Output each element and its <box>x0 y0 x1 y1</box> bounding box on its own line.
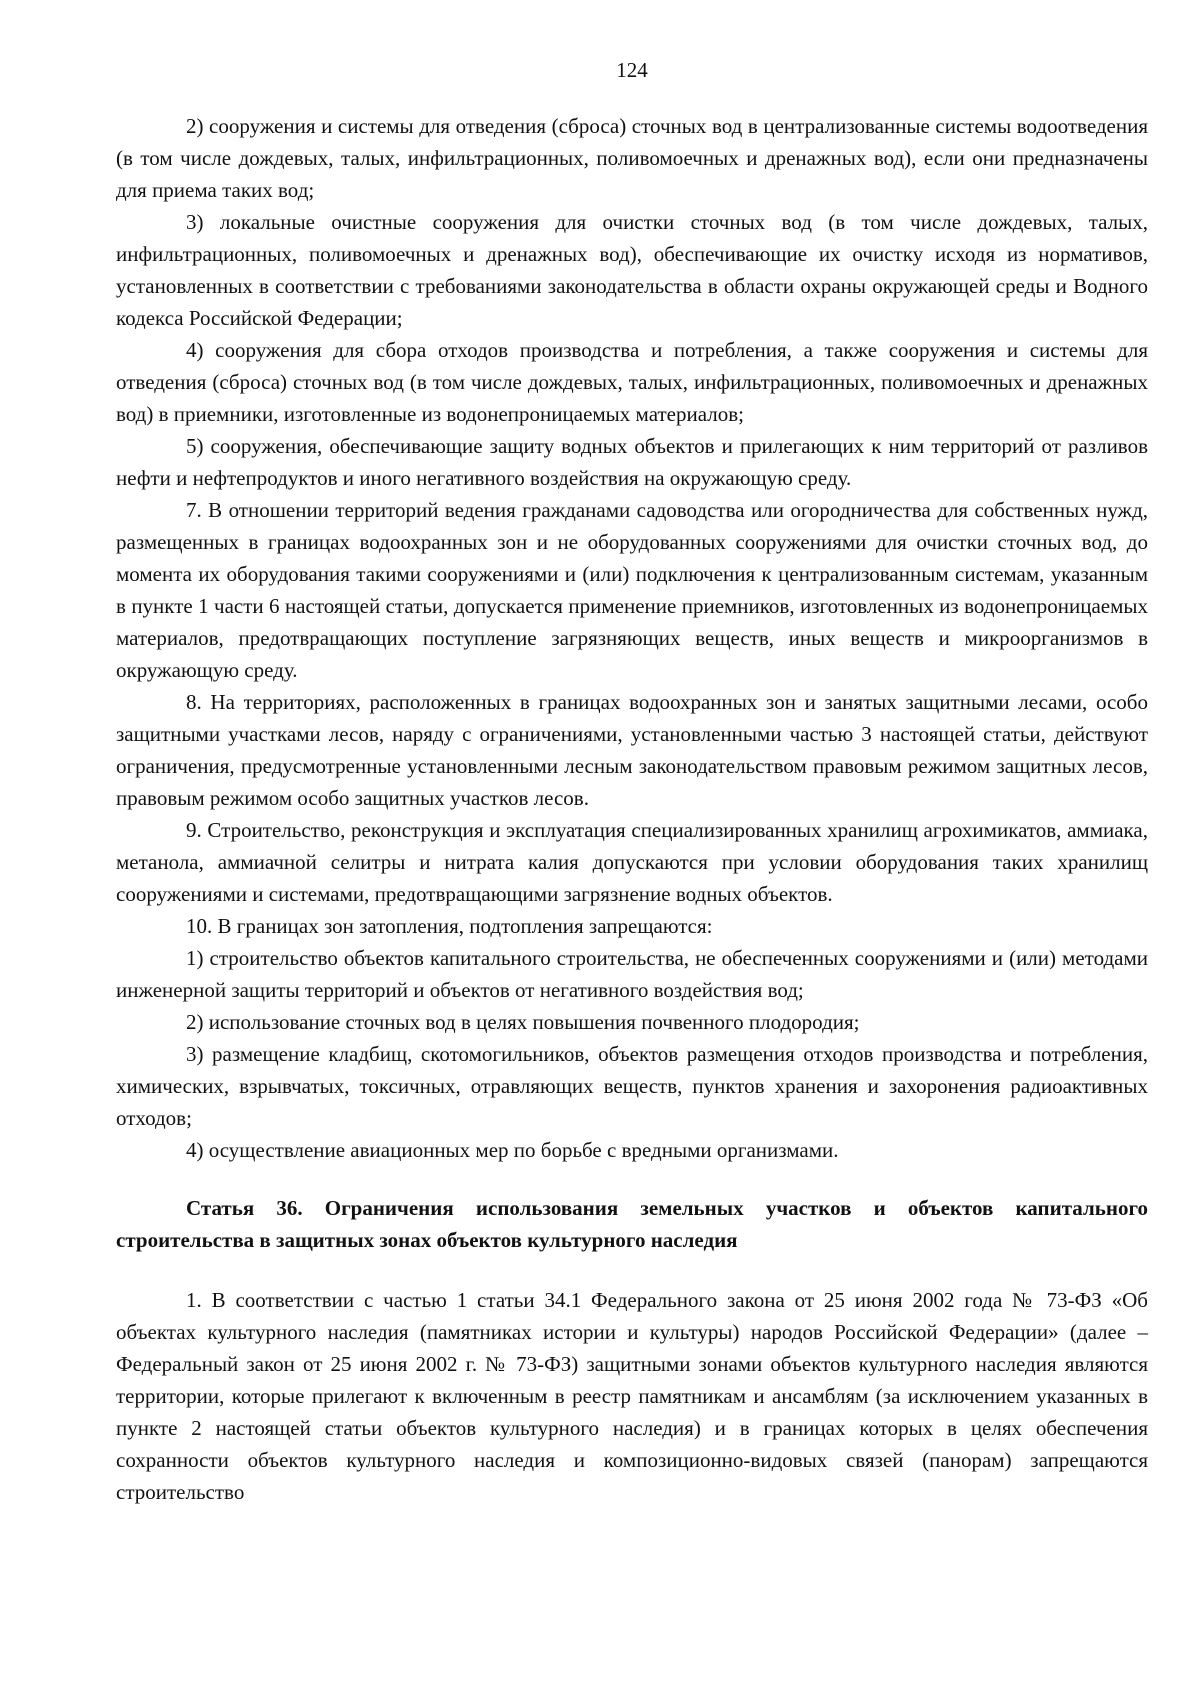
paragraph: 8. На территориях, расположенных в границах водоохранных зон и занятых защитными лесами, особо защитными участками лесов, наряду с ограничениями, установленными частью 3 настоящей статьи, действуют ограничения, предусмотренные установленными лесным законодательством правовым режимом защитных лесов, правовым режимом особо защитных участков лесов. <box>116 690 1148 810</box>
document-page <box>116 58 1148 1508</box>
paragraph: 7. В отношении территорий ведения гражданами садоводства или огородничества для собственных нужд, размещенных в границах водоохранных зон и не оборудованных сооружениями для очистки сточных вод, до момента их оборудования такими сооружениями и (или) подключения к централизованным системам, указанным в пункте 1 части 6 настоящей статьи, допускается применение приемников, изготовленных из водонепроницаемых материалов, предотвращающих поступление загрязняющих веществ, иных веществ и микроорганизмов в окружающую среду. <box>116 498 1148 682</box>
paragraph: 1. В соответствии с частью 1 статьи 34.1 Федерального закона от 25 июня 2002 года № 73-ФЗ «Об объектах культурного наследия (памятниках истории и культуры) народов Российской Федерации» (далее – Федеральный закон от 25 июня 2002 г. № 73-ФЗ) защитными зонами объектов культурного наследия являются территории, которые прилегают к включенным в реестр памятникам и ансамблям (за исключением указанных в пункте 2 настоящей статьи объектов культурного наследия) и в границах которых в целях обеспечения сохранности объектов культурного наследия и композиционно-видовых связей (панорам) запрещаются строительство <box>116 1288 1148 1504</box>
paragraph: 1) строительство объектов капитального строительства, не обеспеченных сооружениями и (или) методами инженерной защиты территорий и объектов от негативного воздействия вод; <box>116 946 1148 1002</box>
paragraph: 5) сооружения, обеспечивающие защиту водных объектов и прилегающих к ним территорий от разливов нефти и нефтепродуктов и иного негативного воздействия на окружающую среду. <box>116 434 1148 490</box>
page-number: 124 <box>616 58 648 82</box>
paragraph: 2) использование сточных вод в целях повышения почвенного плодородия; <box>186 1010 860 1034</box>
paragraph: 4) осуществление авиационных мер по борьбе с вредными организмами. <box>186 1138 839 1162</box>
paragraph: 3) локальные очистные сооружения для очистки сточных вод (в том числе дождевых, талых, инфильтрационных, поливомоечных и дренажных вод), обеспечивающие их очистку исходя из нормативов, установленных в соответствии с требованиями законодательства в области охраны окружающей среды и Водного кодекса Российской Федерации; <box>116 210 1148 330</box>
paragraph: 2) сооружения и системы для отведения (сброса) сточных вод в централизованные системы водоотведения (в том числе дождевых, талых, инфильтрационных, поливомоечных и дренажных вод), если они предназначены для приема таких вод; <box>116 114 1148 202</box>
article-heading: Статья 36. Ограничения использования земельных участков и объектов капитального строительства в защитных зонах объектов культурного наследия <box>116 1196 1148 1252</box>
paragraph: 9. Строительство, реконструкция и эксплуатация специализированных хранилищ агрохимикатов, аммиака, метанола, аммиачной селитры и нитрата калия допускаются при условии оборудования таких хранилищ сооружениями и системами, предотвращающими загрязнение водных объектов. <box>116 818 1148 906</box>
paragraph: 4) сооружения для сбора отходов производства и потребления, а также сооружения и системы для отведения (сброса) сточных вод (в том числе дождевых, талых, инфильтрационных, поливомоечных и дренажных вод) в приемники, изготовленные из водонепроницаемых материалов; <box>116 338 1148 426</box>
paragraph: 3) размещение кладбищ, скотомогильников, объектов размещения отходов производства и потребления, химических, взрывчатых, токсичных, отравляющих веществ, пунктов хранения и захоронения радиоактивных отходов; <box>116 1042 1148 1130</box>
paragraph: 10. В границах зон затопления, подтопления запрещаются: <box>186 914 713 938</box>
